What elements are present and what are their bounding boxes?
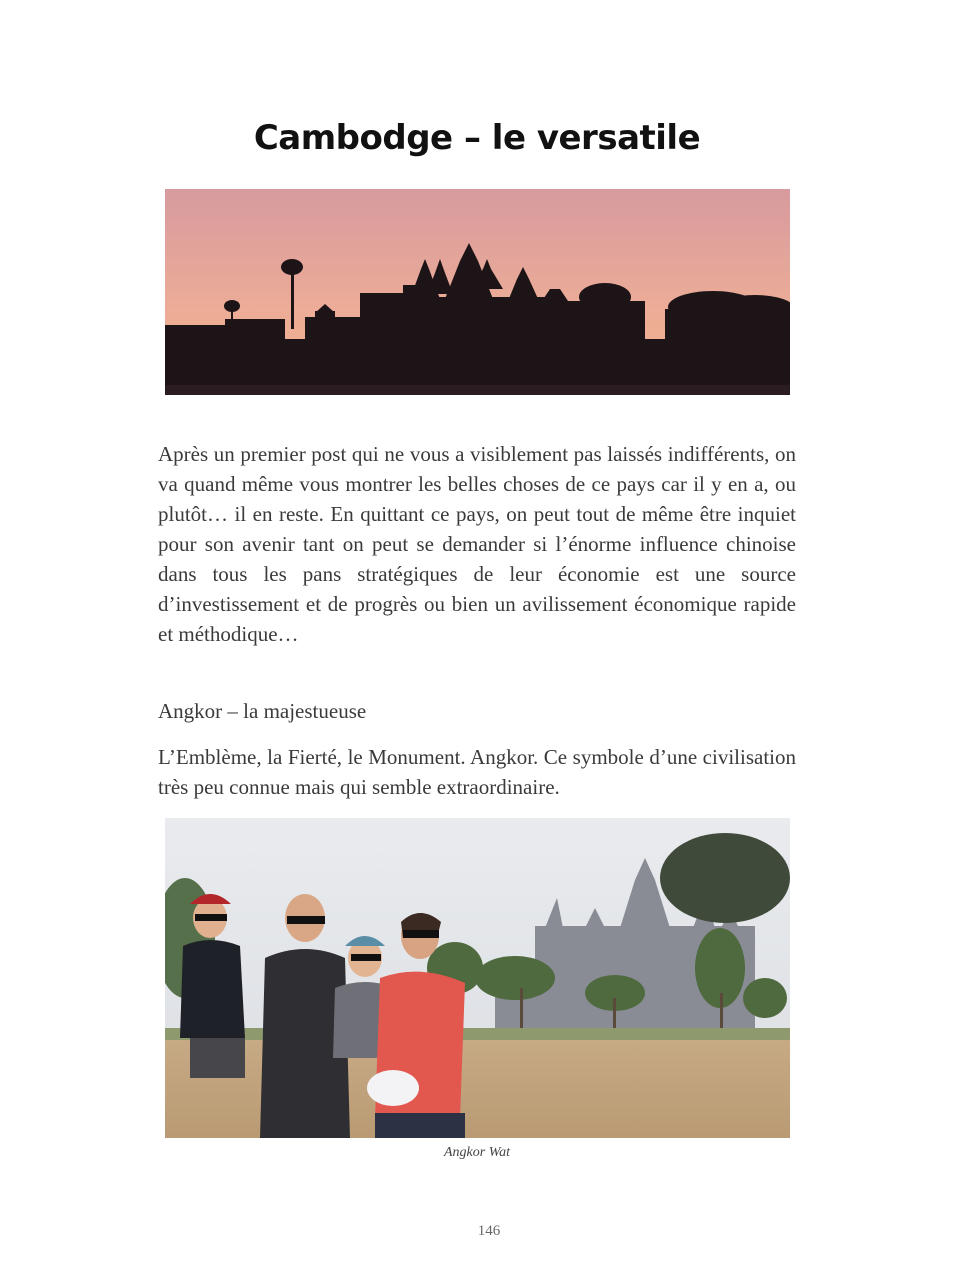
angkor-wat-family-image	[165, 818, 790, 1138]
sunset-image	[165, 189, 790, 395]
figure-caption: Angkor Wat	[444, 1145, 510, 1160]
intro-paragraph: Après un premier post qui ne vous a visiblement pas laissés indifférents, on va quand même vous montrer les belles choses de ce pays car il y en a, ou plutôt… il en reste. En quittant ce pays, on peut tout de même être inquiet pour son avenir tant on peut se demander si l’énorme influence chinoise dans tous les pans stratégiques de leur économie est une source d’investissement et de progrès ou bien un avilissement économique rapide et méthodique…	[158, 442, 796, 646]
angkor-sunset-photo	[165, 189, 790, 395]
section-paragraph: L’Emblème, la Fierté, le Monument. Angkor. Ce symbole d’une civilisation très peu connue mais qui semble extraordinaire.	[158, 745, 796, 799]
section-heading: Angkor – la majestueuse	[158, 699, 367, 723]
family-photo	[165, 818, 790, 1138]
page-number: 146	[477, 1223, 501, 1239]
page-title: Cambodge – le versatile	[253, 118, 701, 158]
